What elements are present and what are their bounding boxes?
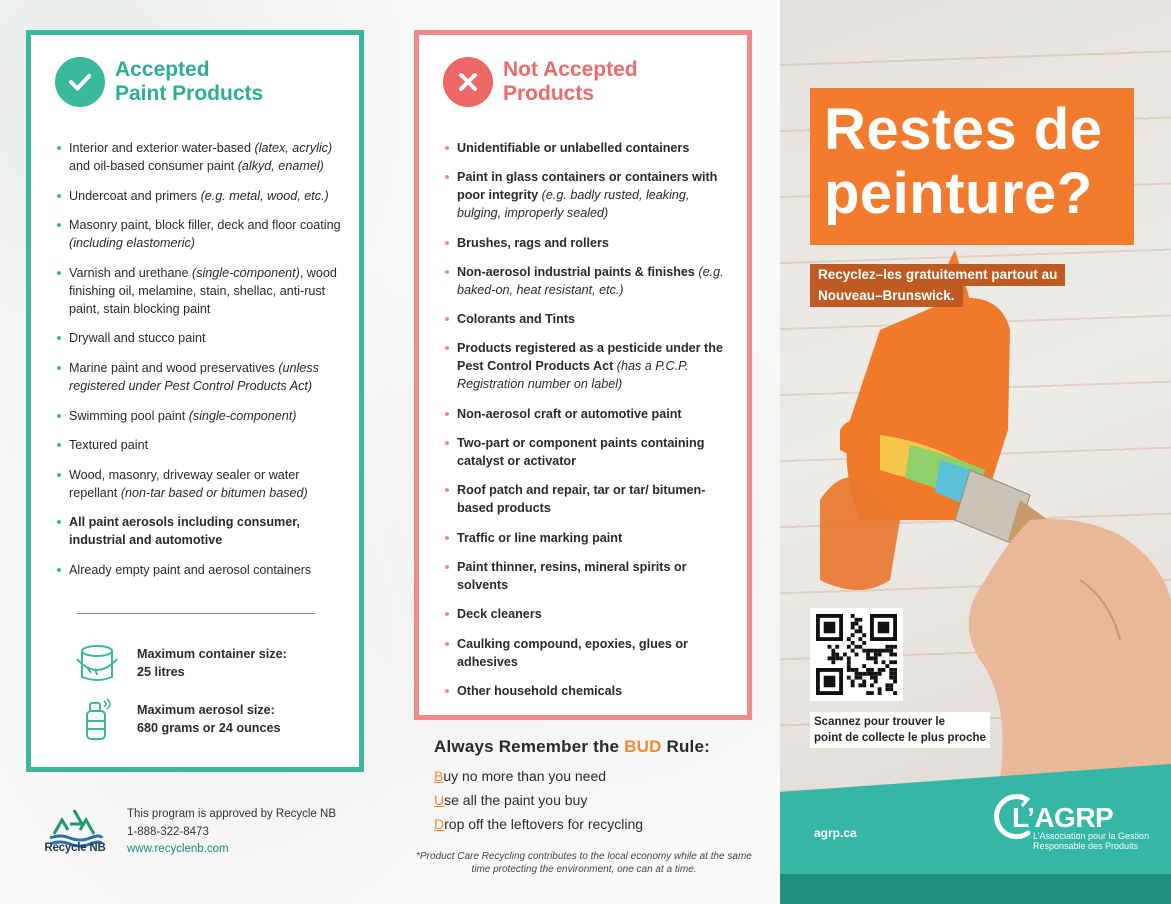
list-item bbox=[57, 216, 345, 252]
item-note: (single-component) bbox=[192, 265, 300, 280]
item-text: Wood, masonry, driveway sealer or water repellant bbox=[69, 467, 300, 500]
item-text: Marine paint and wood preservatives bbox=[69, 360, 279, 375]
item-text: Masonry paint, block filler, deck and floor coating bbox=[69, 218, 341, 233]
program-phone[interactable]: 1-888-322-8473 bbox=[127, 825, 209, 838]
item-text: All paint aerosols including consumer, industrial and automotive bbox=[69, 515, 300, 548]
item-note: (single-component) bbox=[188, 408, 297, 423]
item-text: Products registered as a pesticide under the Pest Control Products Act bbox=[457, 341, 723, 374]
scan-caption bbox=[810, 712, 990, 748]
bud-title-prefix: Always Remember the bbox=[434, 737, 625, 756]
list-item bbox=[445, 481, 733, 517]
item-text: Non-aerosol industrial paints & finishes bbox=[457, 264, 699, 279]
headline-line1: Restes de bbox=[824, 97, 1103, 162]
item-note: (unless registered under Pest Control Products Act) bbox=[69, 360, 319, 393]
not-accepted-list bbox=[445, 139, 733, 711]
list-item bbox=[445, 168, 733, 222]
agrp-logo-text: L’AGRP bbox=[1012, 802, 1114, 833]
list-item bbox=[57, 561, 345, 579]
program-website-link[interactable]: www.recyclenb.com bbox=[127, 843, 229, 855]
max-container-row bbox=[73, 639, 287, 687]
item-text: Textured paint bbox=[69, 438, 149, 453]
list-item bbox=[445, 339, 733, 393]
item-text: and oil-based consumer paint bbox=[69, 159, 238, 173]
accepted-title-line2: Paint Products bbox=[115, 82, 264, 105]
item-note: (has a P.C.P. Registration number on label) bbox=[457, 359, 689, 392]
item-text: Drywall and stucco paint bbox=[69, 331, 206, 346]
aerosol-can-icon bbox=[73, 695, 121, 743]
agrp-sub-line2: Responsable des Produits bbox=[1033, 841, 1139, 851]
list-item bbox=[57, 513, 345, 549]
item-text: Undercoat and primers bbox=[69, 188, 201, 203]
list-item bbox=[445, 263, 733, 299]
agrp-sub-line1: L’Association pour la Gestion bbox=[1033, 831, 1150, 841]
max-container-value: 25 litres bbox=[137, 665, 185, 679]
item-text: Roof patch and repair, tar or tar/ bitumen-based products bbox=[457, 483, 706, 516]
cover-subtitle-line2: Nouveau–Brunswick. bbox=[810, 285, 963, 307]
item-text: Deck cleaners bbox=[457, 607, 542, 622]
item-text: Caulking compound, epoxies, glues or adhesives bbox=[457, 636, 688, 669]
scan-line2: point de collecte le plus proche bbox=[814, 732, 986, 744]
list-item bbox=[445, 139, 733, 157]
paint-can-icon bbox=[73, 639, 121, 687]
item-text: Varnish and urethane bbox=[69, 265, 192, 280]
recycle-nb-name: Recycle NB bbox=[44, 842, 106, 854]
item-text: Non-aerosol craft or automotive paint bbox=[457, 406, 682, 421]
bud-title-suffix: Rule: bbox=[661, 737, 711, 756]
max-container-label: Maximum container size: bbox=[137, 647, 287, 661]
list-item bbox=[445, 529, 733, 547]
list-item bbox=[445, 682, 733, 700]
list-item bbox=[57, 359, 345, 395]
list-item bbox=[57, 187, 345, 205]
list-item bbox=[445, 635, 733, 671]
item-note: (e.g. baked-on, heat resistant, etc.) bbox=[457, 264, 724, 297]
bud-line-drop bbox=[434, 816, 643, 832]
list-item bbox=[445, 405, 733, 423]
bud-line-buy bbox=[434, 768, 606, 784]
item-text: Colorants and Tints bbox=[457, 312, 576, 327]
not-accepted-header bbox=[443, 57, 638, 107]
bud-text-use: se all the paint you buy bbox=[444, 792, 588, 808]
accepted-list bbox=[57, 139, 345, 591]
not-accepted-title bbox=[503, 58, 638, 106]
x-mark-icon bbox=[443, 57, 493, 107]
list-item bbox=[57, 466, 345, 502]
cover-panel bbox=[780, 0, 1171, 904]
max-container-text bbox=[137, 645, 287, 681]
list-item bbox=[445, 558, 733, 594]
bud-line-use bbox=[434, 792, 587, 808]
item-text: , wood finishing oil, melamine, stain, shellac, anti-rust paint, stain blocking paint bbox=[69, 265, 337, 316]
item-text: Brushes, rags and rollers bbox=[457, 235, 609, 250]
list-item bbox=[57, 329, 345, 347]
item-text: Paint in glass containers or containers with poor integrity bbox=[457, 170, 718, 203]
max-aerosol-text bbox=[137, 701, 281, 737]
footnote: *Product Care Recycling contributes to the local economy while at the same time protecting the environment, one can at a time. bbox=[416, 851, 752, 875]
item-text: Already empty paint and aerosol containers bbox=[69, 562, 312, 577]
bud-letter-b: B bbox=[434, 768, 444, 784]
item-text: Interior and exterior water-based bbox=[69, 141, 255, 155]
item-text: Swimming pool paint bbox=[69, 408, 189, 423]
bud-title-highlight: BUD bbox=[624, 737, 662, 756]
qr-code-pattern bbox=[816, 614, 897, 695]
agrp-url-link[interactable]: agrp.ca bbox=[814, 826, 857, 840]
bud-rule-title bbox=[434, 737, 710, 757]
not-accepted-title-line2: Products bbox=[503, 82, 595, 105]
item-note: (e.g. badly rusted, leaking, bulging, improperly sealed) bbox=[457, 188, 690, 221]
not-accepted-title-line1: Not Accepted bbox=[503, 58, 638, 81]
list-item bbox=[57, 264, 345, 318]
list-item bbox=[445, 234, 733, 252]
checkmark-icon bbox=[55, 57, 105, 107]
accepted-title-line1: Accepted bbox=[115, 58, 210, 81]
item-text: Paint thinner, resins, mineral spirits or solvents bbox=[457, 559, 687, 592]
bud-letter-d: D bbox=[434, 816, 445, 832]
accepted-title bbox=[115, 58, 263, 106]
list-item bbox=[445, 434, 733, 470]
item-note: (non-tar based or bitumen based) bbox=[120, 485, 308, 500]
agrp-subtitle bbox=[1033, 831, 1149, 851]
accepted-products-card bbox=[26, 30, 364, 772]
item-text: Other household chemicals bbox=[457, 683, 623, 698]
not-accepted-products-card bbox=[414, 30, 752, 720]
item-text: Traffic or line marking paint bbox=[457, 530, 623, 545]
item-text: Unidentifiable or unlabelled containers bbox=[457, 141, 690, 155]
list-item bbox=[57, 436, 345, 454]
item-note: (e.g. metal, wood, etc.) bbox=[200, 188, 329, 203]
list-item bbox=[57, 407, 345, 425]
bud-letter-u: U bbox=[434, 792, 445, 808]
headline-line2: peinture? bbox=[824, 161, 1093, 226]
item-note: (latex, acrylic) bbox=[254, 141, 333, 155]
max-aerosol-row bbox=[73, 695, 281, 743]
item-note: (alkyd, enamel) bbox=[237, 159, 324, 173]
program-approved: This program is approved by Recycle NB bbox=[127, 808, 336, 820]
bud-text-drop: rop off the leftovers for recycling bbox=[444, 816, 644, 832]
cover-subtitle-line1: Recyclez–les gratuitement partout au bbox=[810, 264, 1065, 286]
footer-strip bbox=[780, 874, 1171, 904]
qr-code[interactable] bbox=[810, 608, 903, 701]
list-item bbox=[445, 310, 733, 328]
cover-headline bbox=[810, 88, 1134, 245]
item-note: (including elastomeric) bbox=[69, 236, 195, 251]
max-aerosol-value: 680 grams or 24 ounces bbox=[137, 721, 281, 735]
max-aerosol-label: Maximum aerosol size: bbox=[137, 703, 275, 717]
bud-text-buy: uy no more than you need bbox=[443, 768, 607, 784]
divider bbox=[77, 613, 315, 614]
accepted-header bbox=[55, 57, 263, 107]
scan-line1: Scannez pour trouver le bbox=[814, 716, 946, 728]
list-item bbox=[445, 605, 733, 623]
list-item bbox=[57, 139, 345, 175]
program-info bbox=[127, 806, 336, 859]
item-text: Two-part or component paints containing catalyst or activator bbox=[457, 436, 705, 469]
